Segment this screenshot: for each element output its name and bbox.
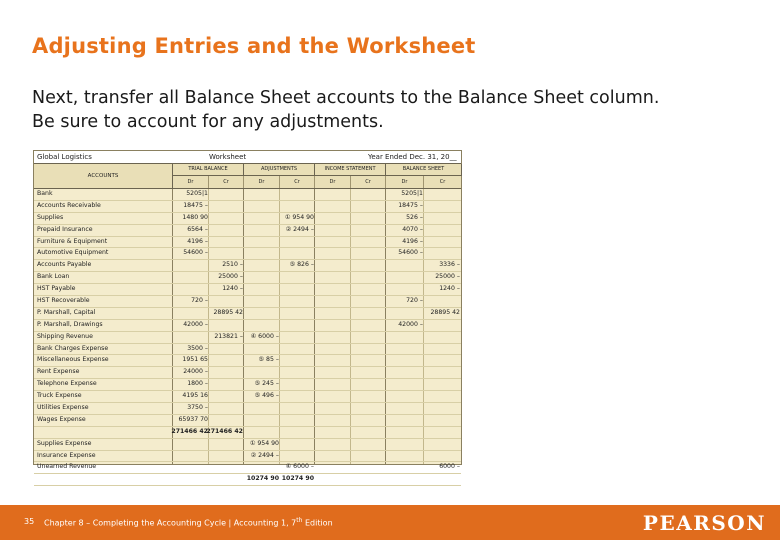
worksheet-rows: [34, 189, 461, 486]
worksheet-image: [33, 150, 462, 483]
cell-tb-dr: 271466 42: [171, 427, 208, 435]
worksheet-row: [34, 272, 461, 284]
worksheet-row: [34, 332, 461, 344]
worksheet-row: [34, 355, 461, 367]
worksheet-row: [34, 451, 461, 463]
cell-tb-cr: 213821 –: [214, 332, 243, 340]
account-name: Accounts Receivable: [37, 201, 101, 209]
account-name: Supplies Expense: [37, 439, 92, 447]
cell-bs-cr: 28895 42: [430, 308, 460, 316]
account-name: Furniture & Equipment: [37, 237, 108, 245]
worksheet-column-header: [34, 164, 461, 189]
cell-tb-cr: 271466 42: [206, 427, 243, 435]
cell-adj-cr: ② 2494 –: [285, 225, 314, 233]
cell-tb-dr: 1480 90: [182, 213, 208, 221]
bs-dr-header: Dr: [386, 176, 424, 188]
account-name: Wages Expense: [37, 415, 86, 423]
group-adjustments: ADJUSTMENTS: [244, 164, 315, 176]
adj-dr-header: Dr: [244, 176, 280, 188]
account-name: Truck Expense: [37, 392, 82, 400]
cell-adj-cr: 10274 90: [281, 475, 314, 483]
slide-body-text: [32, 86, 762, 134]
cell-bs-cr: 6000 –: [439, 463, 460, 471]
account-name: Bank Charges Expense: [37, 344, 109, 352]
cell-bs-cr: 3336 –: [439, 261, 460, 269]
group-trial-balance: TRIAL BALANCE: [173, 164, 244, 176]
cell-bs-dr: 5205|1: [401, 190, 423, 197]
account-name: Rent Expense: [37, 368, 80, 376]
cell-adj-cr: ① 954 90: [284, 213, 314, 221]
cell-tb-dr: 720 –: [191, 297, 208, 305]
account-name: Bank: [37, 190, 53, 197]
account-name: HST Payable: [37, 285, 76, 293]
worksheet-row: [34, 248, 461, 260]
body-line-1: Next, transfer all Balance Sheet accounts to the Balance Sheet column.: [32, 88, 660, 108]
body-line-2: Be sure to account for any adjustments.: [32, 112, 384, 132]
cell-tb-dr: 4195 16: [182, 392, 208, 400]
bs-cr-header: Cr: [439, 179, 446, 185]
cell-adj-dr: ⑤ 85 –: [258, 356, 279, 364]
cell-bs-dr: 4196 –: [402, 237, 423, 245]
account-name: Utilities Expense: [37, 404, 89, 412]
cell-tb-dr: 42000 –: [183, 320, 208, 328]
account-name: Bank Loan: [37, 273, 70, 281]
footer-text-end: Edition: [302, 518, 333, 528]
cell-bs-dr: 54600 –: [398, 249, 423, 257]
cell-tb-dr: 24000 –: [183, 368, 208, 376]
worksheet-period: Year Ended Dec. 31, 20__: [368, 153, 457, 161]
cell-bs-dr: 720 –: [406, 297, 423, 305]
cell-tb-dr: 3500 –: [187, 344, 208, 352]
cell-bs-dr: 526 –: [406, 213, 423, 221]
cell-tb-dr: 54600 –: [183, 249, 208, 257]
cell-adj-dr: ① 954 90: [249, 439, 279, 447]
account-name: Accounts Payable: [37, 261, 92, 269]
cell-adj-dr: ② 2494 –: [250, 451, 279, 459]
cell-tb-cr: 1240 –: [222, 285, 243, 293]
worksheet-row: [34, 415, 461, 427]
cell-tb-cr: 2510 –: [222, 261, 243, 269]
worksheet-row: [34, 320, 461, 332]
cell-bs-dr: 4070 –: [402, 225, 423, 233]
group-balance-sheet: BALANCE SHEET: [386, 164, 462, 176]
cell-tb-dr: 5205|1: [186, 190, 208, 197]
worksheet-header: [34, 151, 461, 164]
worksheet-row: [34, 284, 461, 296]
cell-adj-cr: ⑤ 826 –: [289, 261, 314, 269]
worksheet-row: [34, 201, 461, 213]
worksheet-row: [34, 308, 461, 320]
adj-cr-header: Cr: [280, 176, 315, 188]
cell-adj-dr: 10274 90: [246, 475, 279, 483]
footer-text: [44, 517, 333, 528]
cell-adj-dr: ⑤ 245 –: [254, 380, 279, 388]
cell-adj-dr: ④ 6000 –: [250, 332, 279, 340]
account-name: Unearned Revenue: [37, 463, 97, 471]
cell-tb-dr: 4196 –: [187, 237, 208, 245]
account-name: P. Marshall, Drawings: [37, 320, 103, 328]
cell-bs-dr: 42000 –: [398, 320, 423, 328]
cell-bs-cr: 25000 –: [435, 273, 460, 281]
worksheet-row: [34, 379, 461, 391]
pearson-logo: PEARSON: [642, 511, 766, 535]
account-name: P. Marshall, Capital: [37, 308, 96, 316]
slide-title: Adjusting Entries and the Worksheet: [32, 34, 476, 58]
worksheet-row: [34, 439, 461, 451]
account-name: HST Recoverable: [37, 297, 90, 305]
worksheet-row: [34, 403, 461, 415]
account-name: Telephone Expense: [37, 380, 97, 388]
worksheet-row: [34, 237, 461, 249]
slide-number: 35: [24, 517, 35, 526]
cell-tb-dr: 1951 65: [182, 356, 208, 364]
cell-tb-cr: 25000 –: [218, 273, 243, 281]
worksheet-row: [34, 462, 461, 474]
footer-bar: [0, 505, 780, 540]
worksheet-name: Worksheet: [209, 153, 247, 161]
worksheet-row: [34, 189, 461, 201]
cell-bs-cr: 1240 –: [439, 285, 460, 293]
account-name: Shipping Revenue: [37, 332, 93, 340]
worksheet-row: [34, 213, 461, 225]
worksheet-row: [34, 391, 461, 403]
worksheet-row: [34, 344, 461, 356]
is-cr-header: Cr: [351, 176, 386, 188]
accounts-header: ACCOUNTS: [34, 164, 173, 188]
cell-tb-cr: 28895 42: [213, 308, 243, 316]
footer-text-sup: th: [296, 517, 303, 524]
cell-tb-dr: 6564 –: [187, 225, 208, 233]
account-name: Prepaid Insurance: [37, 225, 93, 233]
cell-tb-dr: 3750 –: [187, 404, 208, 412]
worksheet-row: [34, 427, 461, 439]
cell-adj-dr: ⑤ 496 –: [254, 392, 279, 400]
footer-text-main: Chapter 8 – Completing the Accounting Cycle | Accounting 1, 7: [44, 518, 297, 528]
is-dr-header: Dr: [315, 176, 351, 188]
account-name: Insurance Expense: [37, 451, 96, 459]
account-name: Miscellaneous Expense: [37, 356, 109, 364]
worksheet-row: [34, 260, 461, 272]
worksheet-row: [34, 474, 461, 486]
worksheet-company: Global Logistics: [37, 153, 92, 161]
cell-bs-dr: 18475 –: [398, 201, 423, 209]
worksheet-row: [34, 367, 461, 379]
worksheet-row: [34, 225, 461, 237]
worksheet-row: [34, 296, 461, 308]
account-name: Automotive Equipment: [37, 249, 109, 257]
tb-cr-header: Cr: [209, 176, 244, 188]
group-income-statement: INCOME STATEMENT: [315, 164, 386, 176]
account-name: Supplies: [37, 213, 64, 221]
cell-adj-cr: ④ 6000 –: [285, 463, 314, 471]
cell-tb-dr: 18475 –: [183, 201, 208, 209]
tb-dr-header: Dr: [173, 176, 209, 188]
cell-tb-dr: 1800 –: [187, 380, 208, 388]
cell-tb-dr: 65937 70: [178, 415, 208, 423]
